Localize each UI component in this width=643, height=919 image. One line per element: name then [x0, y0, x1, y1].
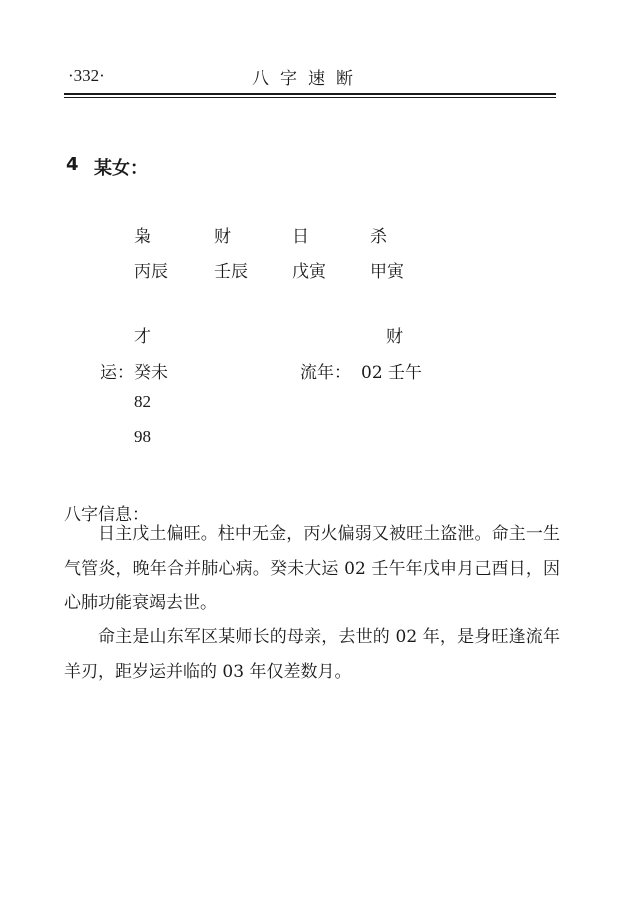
- luck-pillar: 癸未: [134, 363, 168, 383]
- case-number: 4: [66, 154, 79, 175]
- year-label: 流年：: [300, 363, 351, 383]
- page-number: ·332·: [68, 66, 105, 85]
- info-heading: 八字信息：: [64, 505, 149, 525]
- year-god: 财: [386, 327, 403, 347]
- god-hour: 杀: [370, 227, 387, 247]
- luck-god: 才: [134, 327, 151, 347]
- pillar-hour: 甲寅: [370, 262, 404, 282]
- header-rule-thin: [64, 97, 556, 98]
- info-paragraph-1: 日主戊土偏旺。柱中无金，丙火偏弱又被旺土盗泄。命主一生气管炎，晚年合并肺心病。癸未大运 02 壬午年戊申月己酉日，因心肺功能衰竭去世。: [64, 524, 560, 613]
- god-month: 财: [214, 227, 231, 247]
- luck-label: 运：: [100, 363, 134, 383]
- luck-year-start: 82: [134, 392, 151, 411]
- case-title: 某女：: [94, 158, 148, 179]
- luck-year-end: 98: [134, 427, 151, 446]
- god-year: 枭: [134, 227, 151, 247]
- year-value: 02 壬午: [361, 363, 423, 383]
- info-paragraph-2: 命主是山东军区某师长的母亲，去世的 02 年，是身旺逢流年羊刃，距岁运并临的 03 年仅差数月。: [64, 627, 560, 682]
- pillar-month: 壬辰: [214, 262, 248, 282]
- header-rule: [64, 93, 556, 95]
- running-title: 八字速断: [252, 69, 364, 89]
- pillar-day: 戊寅: [292, 262, 326, 282]
- god-day: 日: [292, 227, 309, 247]
- pillar-year: 丙辰: [134, 262, 168, 282]
